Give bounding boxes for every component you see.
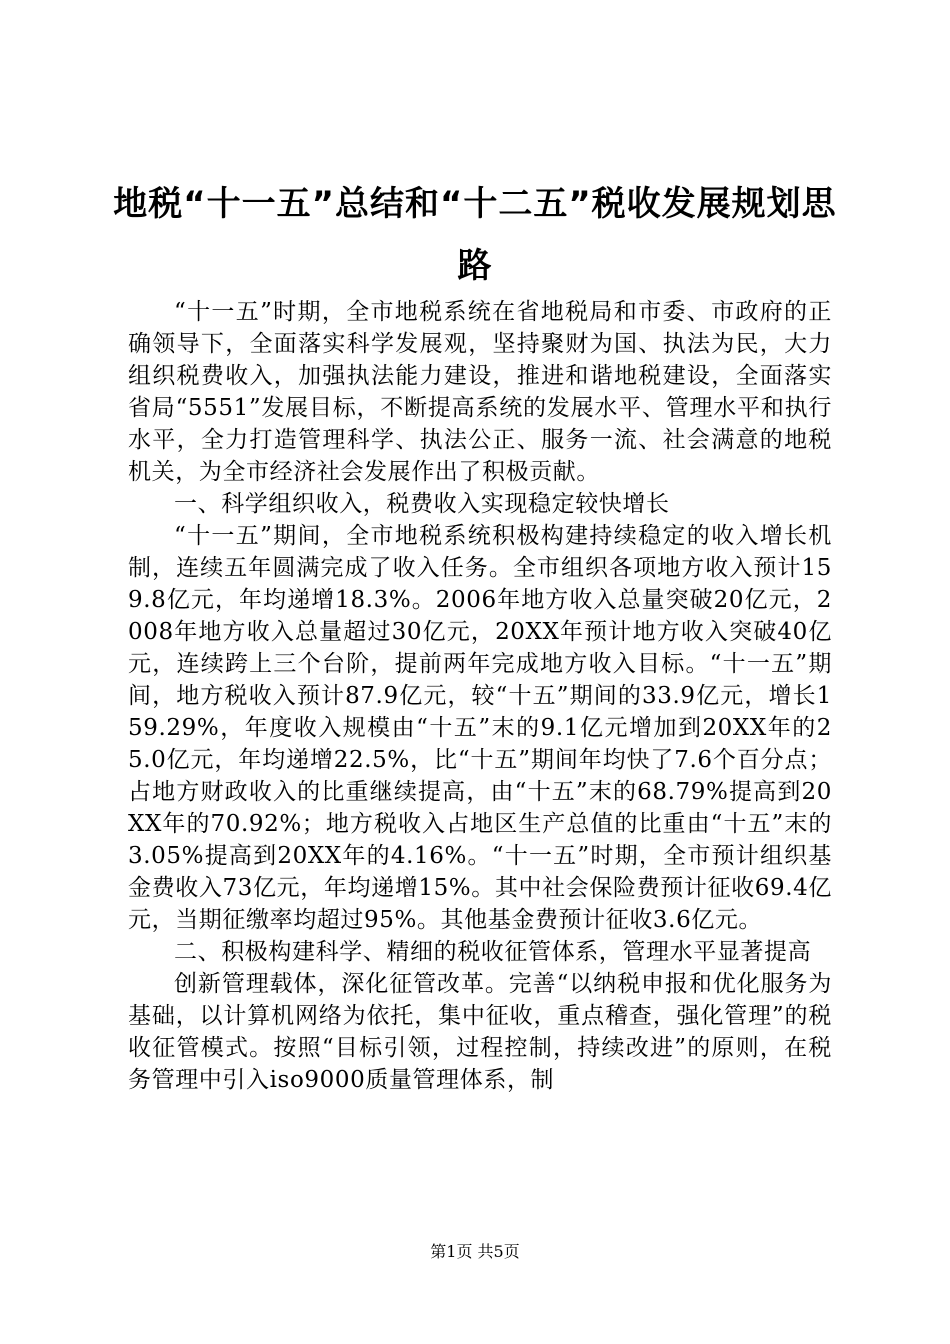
section-1-paragraph: “十一五”期间，全市地税系统积极构建持续稳定的收入增长机制，连续五年圆满完成了收入任务。全市组织各项地方收入预计159.8亿元，年均递增18.3%。2006年地方收入总量突破20亿元，2008年地方收入总量超过30亿元，20XX年预计地方收入突破40亿元，连续跨上三个台阶，提前两年完成地方收入目标。“十一五”期间，地方税收入预计87.9亿元，较“十五”期间的33.9亿元，增长159.29%，年度收入规模由“十五”末的9.1亿元增加到20XX年的25.0亿元，年均递增22.5%，比“十五”期间年均快了7.6个百分点；占地方财政收入的比重继续提高，由“十五”末的68.79%提高到20XX年的70.92%；地方税收入占地区生产总值的比重由“十五”末的3.05%提高到20XX年的4.16%。“十一五”时期，全市预计组织基金费收入73亿元，年均递增15%。其中社会保险费预计征收69.4亿元，当期征缴率均超过95%。其他基金费预计征收3.6亿元。 (128, 523, 832, 933)
document-body (128, 296, 832, 1096)
section-2-paragraph: 创新管理载体，深化征管改革。完善“以纳税申报和优化服务为基础，以计算机网络为依托，集中征收，重点稽查，强化管理”的税收征管模式。按照“目标引领，过程控制，持续改进”的原则，在税务管理中引入iso9000质量管理体系，制 (128, 971, 832, 1093)
document-title: 地税“十一五”总结和“十二五”税收发展规划思路 (113, 183, 837, 286)
page-footer: 第1页 共5页 (430, 1242, 520, 1261)
section-heading-2: 二、积极构建科学、精细的税收征管体系，管理水平显著提高 (174, 939, 812, 965)
section-heading-1: 一、科学组织收入，税费收入实现稳定较快增长 (174, 491, 670, 517)
intro-paragraph: “十一五”时期，全市地税系统在省地税局和市委、市政府的正确领导下，全面落实科学发展观，坚持聚财为国、执法为民，大力组织税费收入，加强执法能力建设，推进和谐地税建设，全面落实省局“5551”发展目标，不断提高系统的发展水平、管理水平和执行水平，全力打造管理科学、执法公正、服务一流、社会满意的地税机关，为全市经济社会发展作出了积极贡献。 (128, 299, 832, 485)
